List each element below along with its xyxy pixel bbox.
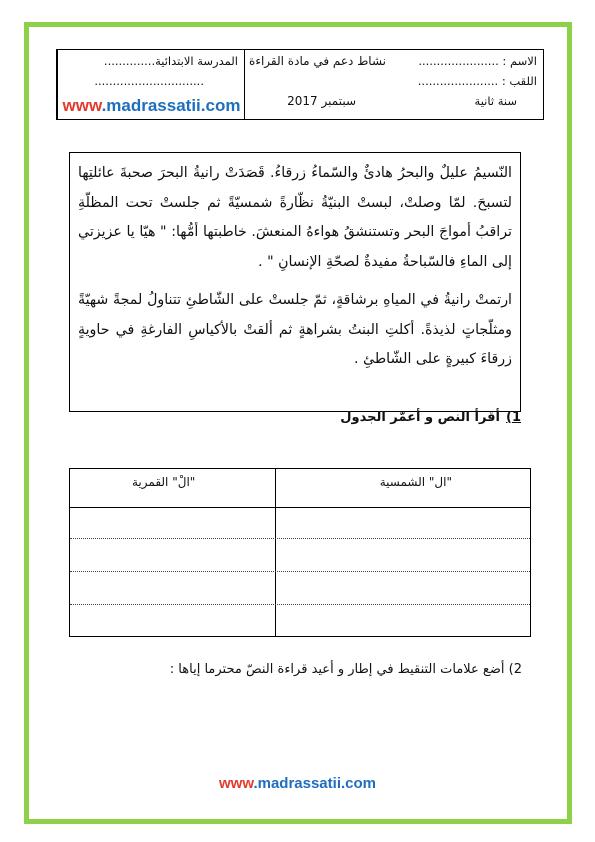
website-prefix: www bbox=[62, 96, 102, 115]
website-domain: .madrassatii.com bbox=[253, 775, 376, 792]
header-table bbox=[56, 49, 544, 120]
table-header-shamsiya: "ال" الشمسية bbox=[379, 475, 452, 489]
surname-field: اللقب : ...................... bbox=[417, 74, 537, 88]
student-cell bbox=[392, 50, 543, 119]
question-2: 2) أضع علامات التنقيط في إطار و أعيد قراءة النصّ محترما إياها : bbox=[169, 662, 522, 677]
table-header-qamariya: "الْ" القمرية bbox=[132, 475, 196, 489]
paragraph-1: النّسيمُ عليلٌ والبحرُ هادئٌ والسّماءُ زرقاءُ. قَصَدَتْ رانيةُ البحرَ صحبةَ عائلتِها لتسبحَ. لمّا وصلتْ، لبستْ البنيّةُ نظّارةً شمسيّةً ثم جلستْ تحت المظلّةِ تراقبُ أمواجَ البحر وتستنشقُ هواءهُ المنعشَ. خاطبتها أمُّها: " هيّا يا عزيزتي إلى الماءِ فالسّباحةُ مفيدةٌ لصحّةِ الإنسانِ " . bbox=[78, 165, 512, 270]
paragraph-2: ارتمتْ رانيةُ في المياهِ برشاقةٍ، ثمّ جلستْ على الشّاطئِ تتناولُ لمجةً شهيّةً ومثلّجاتٍ لذيذةً. أكلتِ البنتُ بشراهةٍ ثم ألقتْ بالأكياسِ الفارغةِ في حاويةٍ زرقاءَ كبيرةٍ على الشّاطئِ . bbox=[78, 292, 512, 367]
answer-table bbox=[69, 468, 531, 637]
table-row bbox=[70, 571, 530, 572]
grade-label: سنة ثانية bbox=[474, 94, 517, 108]
question-1-number: 1) bbox=[506, 410, 521, 425]
table-column-divider bbox=[275, 469, 276, 636]
question-1-text: أقرأ النص و أعمّر الجدول bbox=[340, 410, 500, 425]
name-field: الاسم : ...................... bbox=[418, 54, 537, 68]
website-domain: .madrassatii.com bbox=[101, 96, 241, 115]
website-bottom[interactable] bbox=[0, 775, 595, 792]
school-dots: .............................. bbox=[94, 74, 204, 88]
website-top[interactable] bbox=[58, 96, 245, 116]
reading-text-box bbox=[69, 152, 521, 412]
table-row bbox=[70, 538, 530, 539]
school-label: المدرسة الابتدائية.............. bbox=[103, 54, 238, 68]
activity-title: نشاط دعم في مادة القراءة bbox=[249, 54, 386, 68]
table-row bbox=[70, 604, 530, 605]
website-prefix: www bbox=[218, 775, 254, 792]
question-1 bbox=[340, 410, 521, 425]
activity-cell bbox=[244, 50, 392, 119]
table-row bbox=[70, 507, 530, 508]
school-cell bbox=[57, 50, 244, 119]
date: سبتمبر 2017 bbox=[287, 94, 356, 108]
